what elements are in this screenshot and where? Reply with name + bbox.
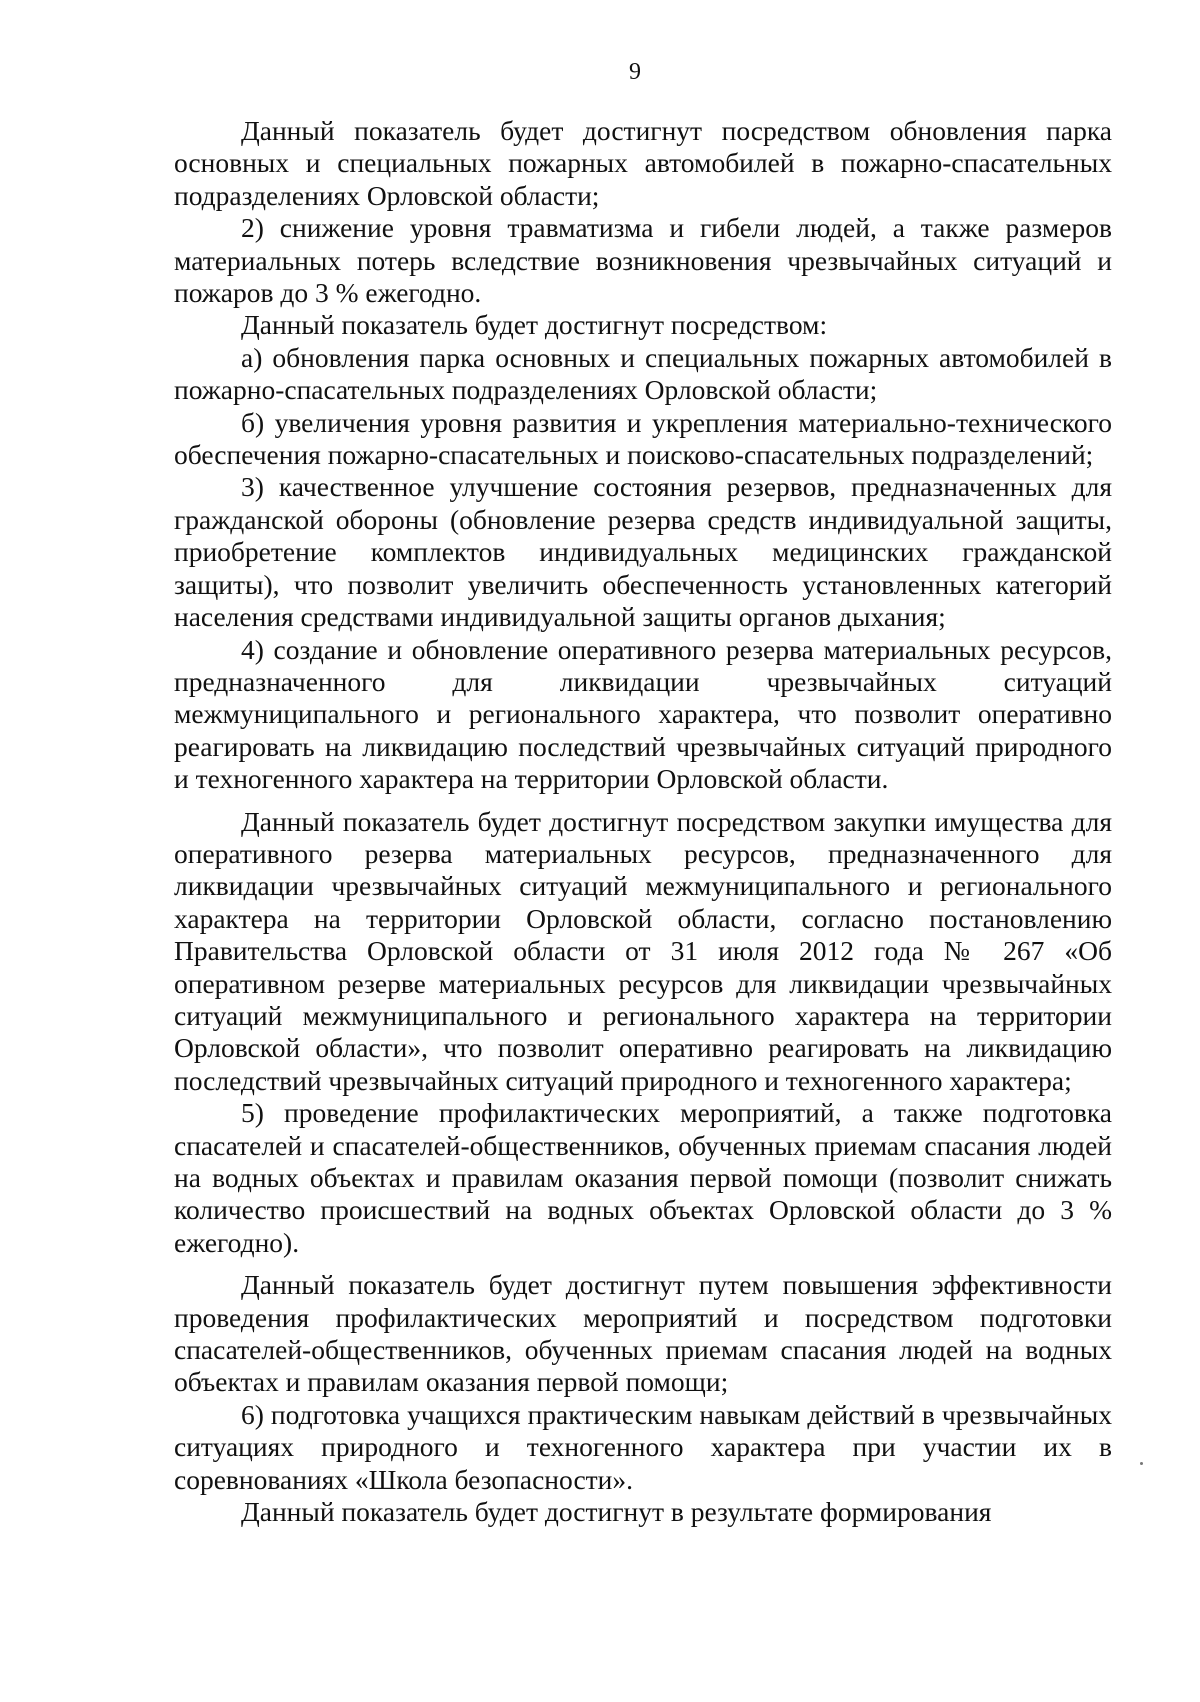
paragraph-prevention-result: Данный показатель будет достигнут путем повышения эффективности проведения профилактических мероприятий и посредством подготовки спасателей-общественников, обученных приемам спасания людей на водных объектах и правилам оказания первой помощи; [174,1269,1112,1398]
page-number: 9 [629,59,641,85]
paragraph-item-3-civil-defense: 3) качественное улучшение состояния резервов, предназначенных для гражданской обороны (обновление резерва средств индивидуальной защиты, приобретение комплектов индивидуальных медицинских гражданской защиты), что позволит увеличить обеспеченность установленных категорий населения средствами индивидуальной защиты органов дыхания; [174,471,1112,633]
paragraph-reserve-procurement: Данный показатель будет достигнут посредством закупки имущества для оперативного резерва материальных ресурсов, предназначенного для ликвидации чрезвычайных ситуаций межмуниципального и регионального характера на территории Орловской области, согласно постановлению Правительства Орловской области от 31 июля 2012 года № 267 «Об оперативном резерве материальных ресурсов для ликвидации чрезвычайных ситуаций межмуниципального и регионального характера на территории Орловской области», что позволит оперативно реагировать на ликвидацию последствий чрезвычайных ситуаций природного и техногенного характера; [174,805,1112,1096]
paragraph-training-result: Данный показатель будет достигнут в результате формирования [241,1496,992,1528]
paragraph-item-5-prevention: 5) проведение профилактических мероприятий, а также подготовка спасателей и спасателей-общественников, обученных приемам спасания людей на водных объектах и правилам оказания первой помощи (позволит снижать количество происшествий на водных объектах Орловской области до 3 % ежегодно). [174,1097,1112,1258]
paragraph-item-2-injury-reduction: 2) снижение уровня травматизма и гибели людей, а также размеров материальных потерь вследствие возникновения чрезвычайных ситуаций и пожаров до 3 % ежегодно. [174,212,1112,309]
paragraph-subitem-a: а) обновления парка основных и специальных пожарных автомобилей в пожарно-спасательных подразделениях Орловской области; [174,341,1112,406]
document-body [174,115,1112,1528]
scan-speck [1140,1462,1143,1465]
paragraph-item-6-student-training: 6) подготовка учащихся практическим навыкам действий в чрезвычайных ситуациях природного и техногенного характера при участии их в соревнованиях «Школа безопасности». [174,1398,1112,1495]
paragraph-achieved-by: Данный показатель будет достигнут посредством: [241,309,828,341]
paragraph-subitem-b: б) увеличения уровня развития и укрепления материально-технического обеспечения пожарно-спасательных и поисково-спасательных подразделений; [174,406,1112,471]
paragraph-item-4-operational-reserve: 4) создание и обновление оперативного резерва материальных ресурсов, предназначенного для ликвидации чрезвычайных ситуаций межмуниципального и регионального характера, что позволит оперативно реагировать на ликвидацию последствий чрезвычайных ситуаций природного и техногенного характера на территории Орловской области. [174,633,1112,795]
paragraph-fleet-renewal-result: Данный показатель будет достигнут посредством обновления парка основных и специальных пожарных автомобилей в пожарно-спасательных подразделениях Орловской области; [174,115,1112,211]
